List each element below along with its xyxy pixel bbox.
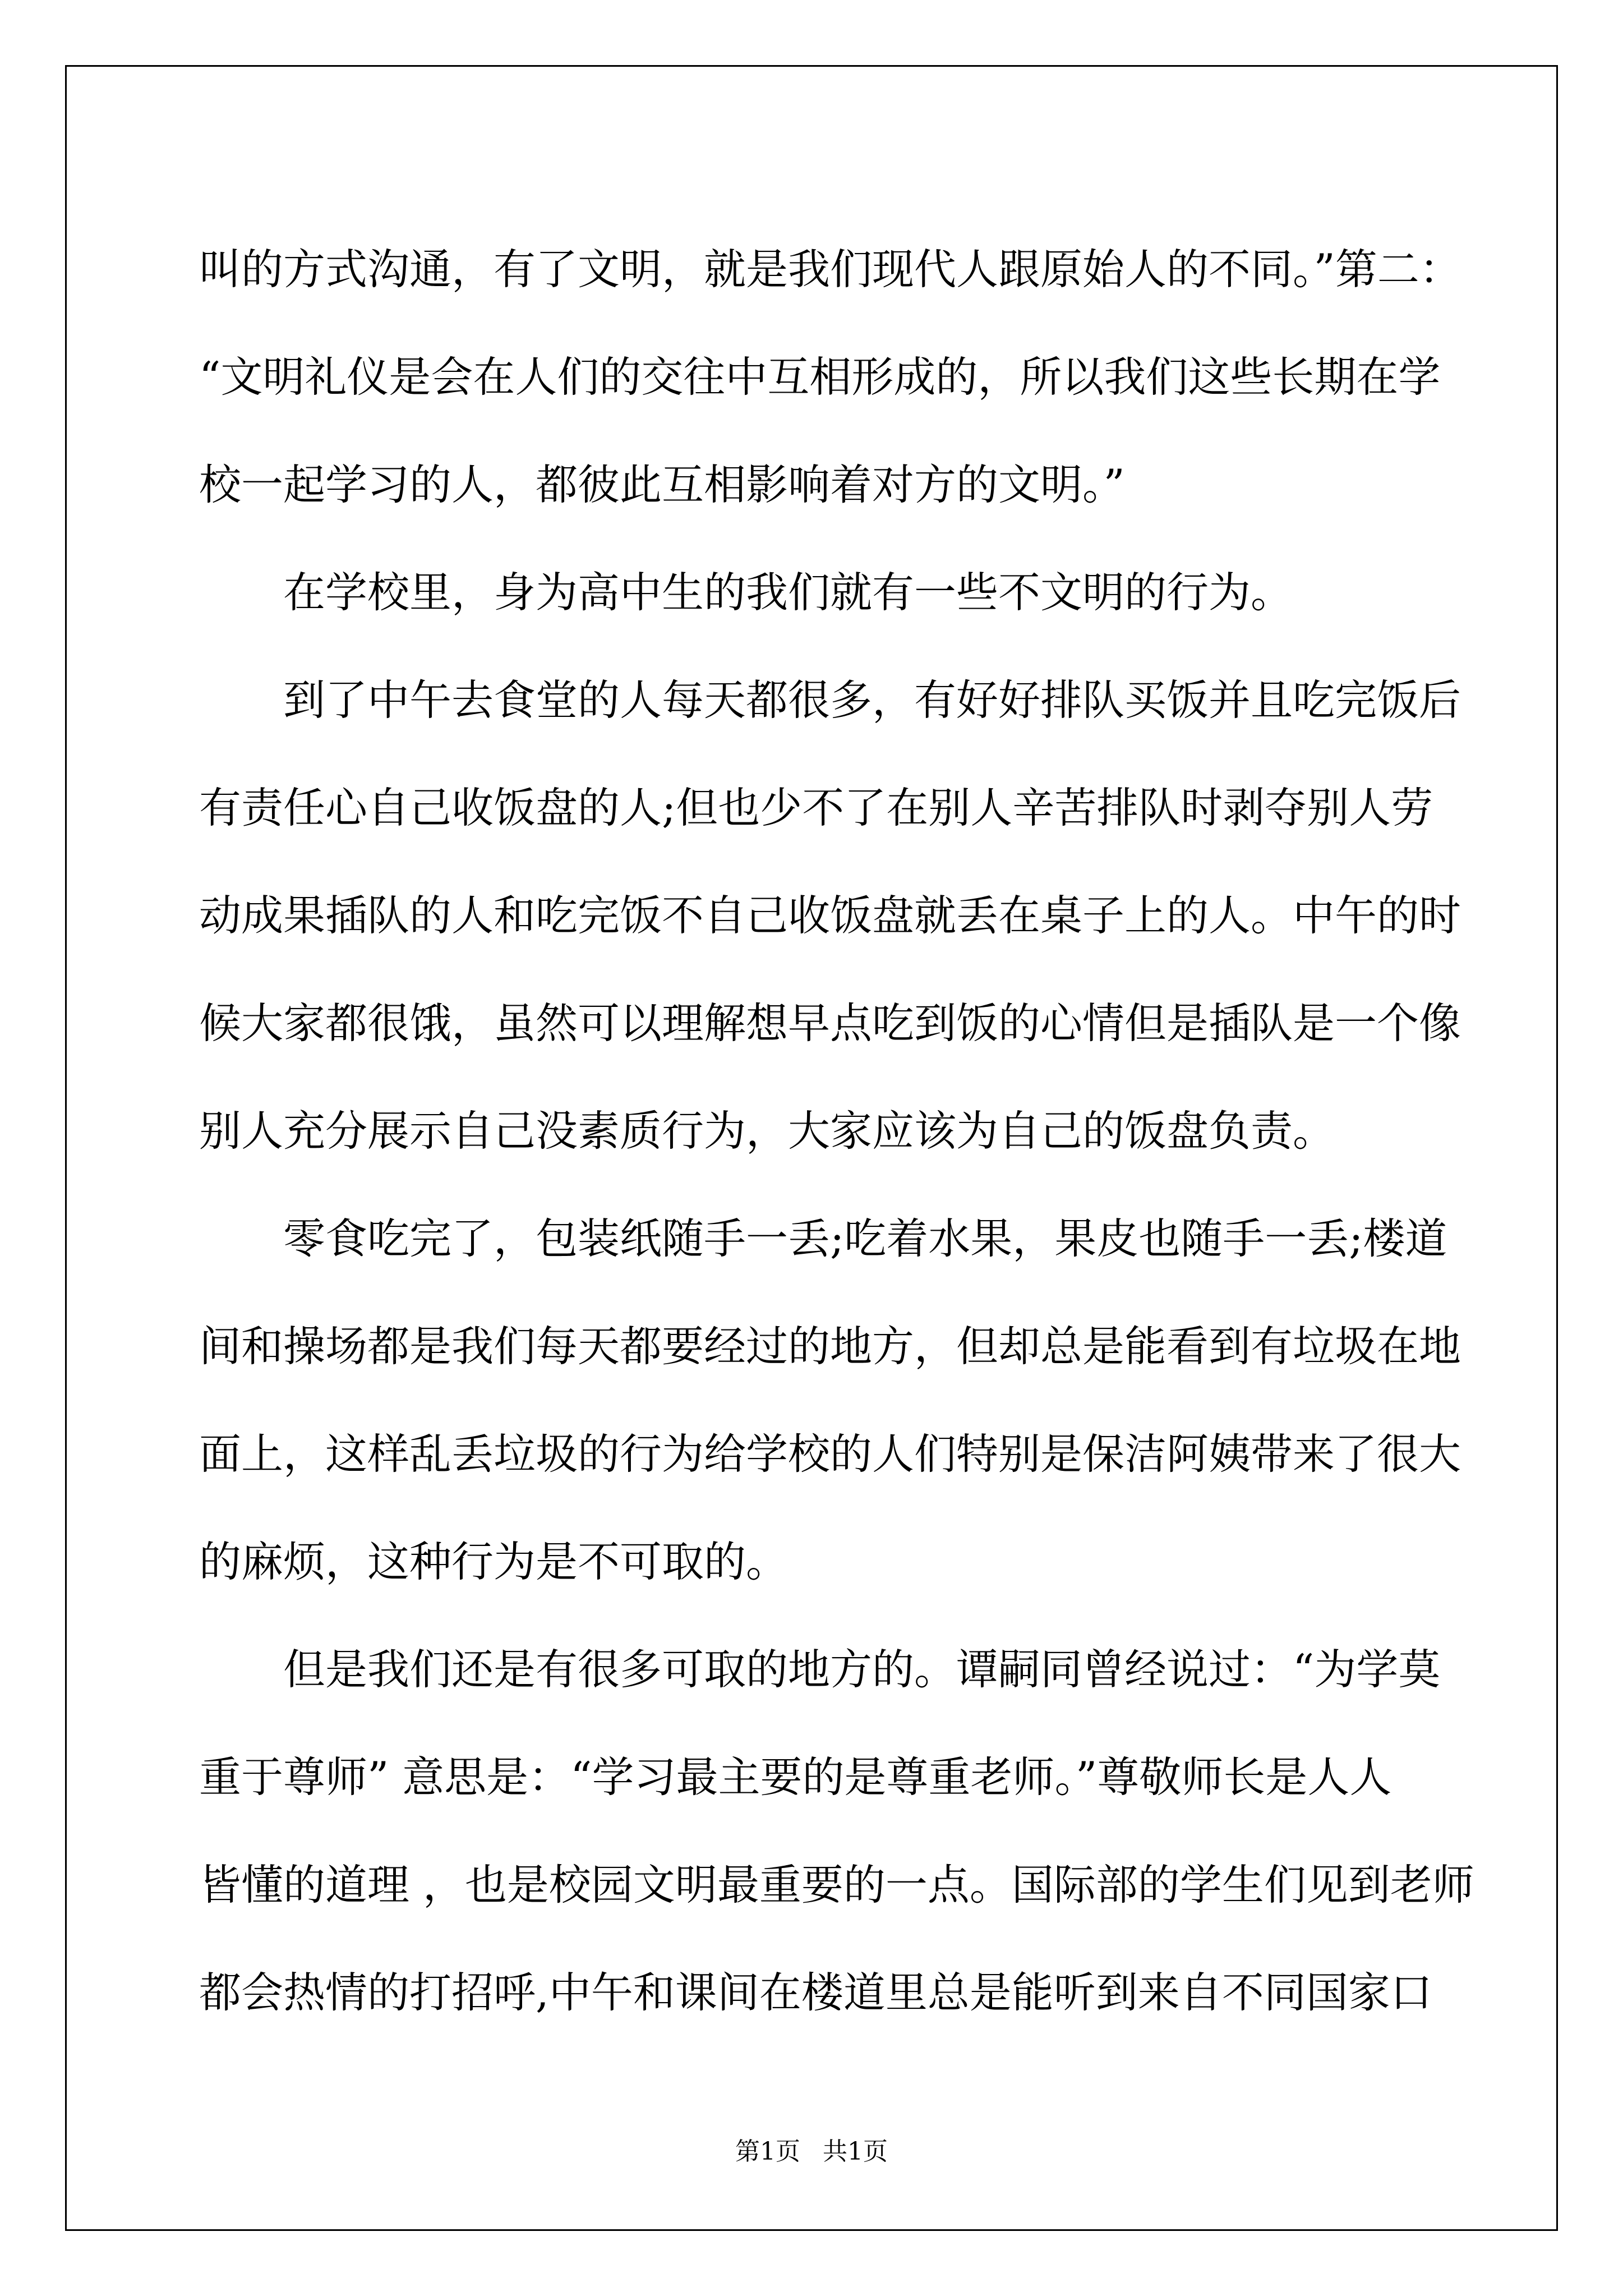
- text-line: 候大家都很饿，虽然可以理解想早点吃到饭的心情但是插队是一个像: [199, 999, 1461, 1048]
- page-footer: [0, 2135, 1623, 2169]
- text-line: 校一起学习的人，都彼此互相影响着对方的文明。”: [199, 460, 1125, 509]
- text-line: 叫的方式沟通，有了文明，就是我们现代人跟原始人的不同。”第二：: [199, 245, 1461, 294]
- text-line: 面上，这样乱丢垃圾的行为给学校的人们特别是保洁阿姨带来了很大: [199, 1429, 1461, 1479]
- text-line: 重于尊师” 意思是：“学习最主要的是尊重老师。”尊敬师长是人人: [199, 1752, 1392, 1802]
- text-line: “文明礼仪是会在人们的交往中互相形成的，所以我们这些长期在学: [199, 352, 1441, 402]
- text-line: 都会热情的打招呼,中午和课间在楼道里总是能听到来自不同国家口: [199, 1968, 1432, 2017]
- text-line: 但是我们还是有很多可取的地方的。谭嗣同曾经说过：“为学莫: [283, 1645, 1441, 1694]
- text-line: 动成果插队的人和吃完饭不自己收饭盘就丢在桌子上的人。中午的时: [199, 891, 1461, 940]
- text-line: 别人充分展示自己没素质行为，大家应该为自己的饭盘负责。: [199, 1106, 1335, 1156]
- page-number: 第1页: [735, 2137, 800, 2166]
- text-line: 在学校里，身为高中生的我们就有一些不文明的行为。: [283, 568, 1293, 617]
- text-line: 皆懂的道理 ，也是校园文明最重要的一点。国际部的学生们见到老师: [199, 1860, 1474, 1910]
- text-line: 零食吃完了，包装纸随手一丢;吃着水果，果皮也随手一丢;楼道: [283, 1214, 1447, 1263]
- text-line: 有责任心自己收饭盘的人;但也少不了在别人辛苦排队时剥夺别人劳: [199, 783, 1433, 832]
- text-line: 到了中午去食堂的人每天都很多，有好好排队买饭并且吃完饭后: [283, 675, 1461, 725]
- text-line: 间和操场都是我们每天都要经过的地方，但却总是能看到有垃圾在地: [199, 1322, 1461, 1371]
- text-line: 的麻烦，这种行为是不可取的。: [199, 1537, 789, 1586]
- document-body: [199, 215, 1474, 2046]
- page-total: 共1页: [823, 2137, 888, 2166]
